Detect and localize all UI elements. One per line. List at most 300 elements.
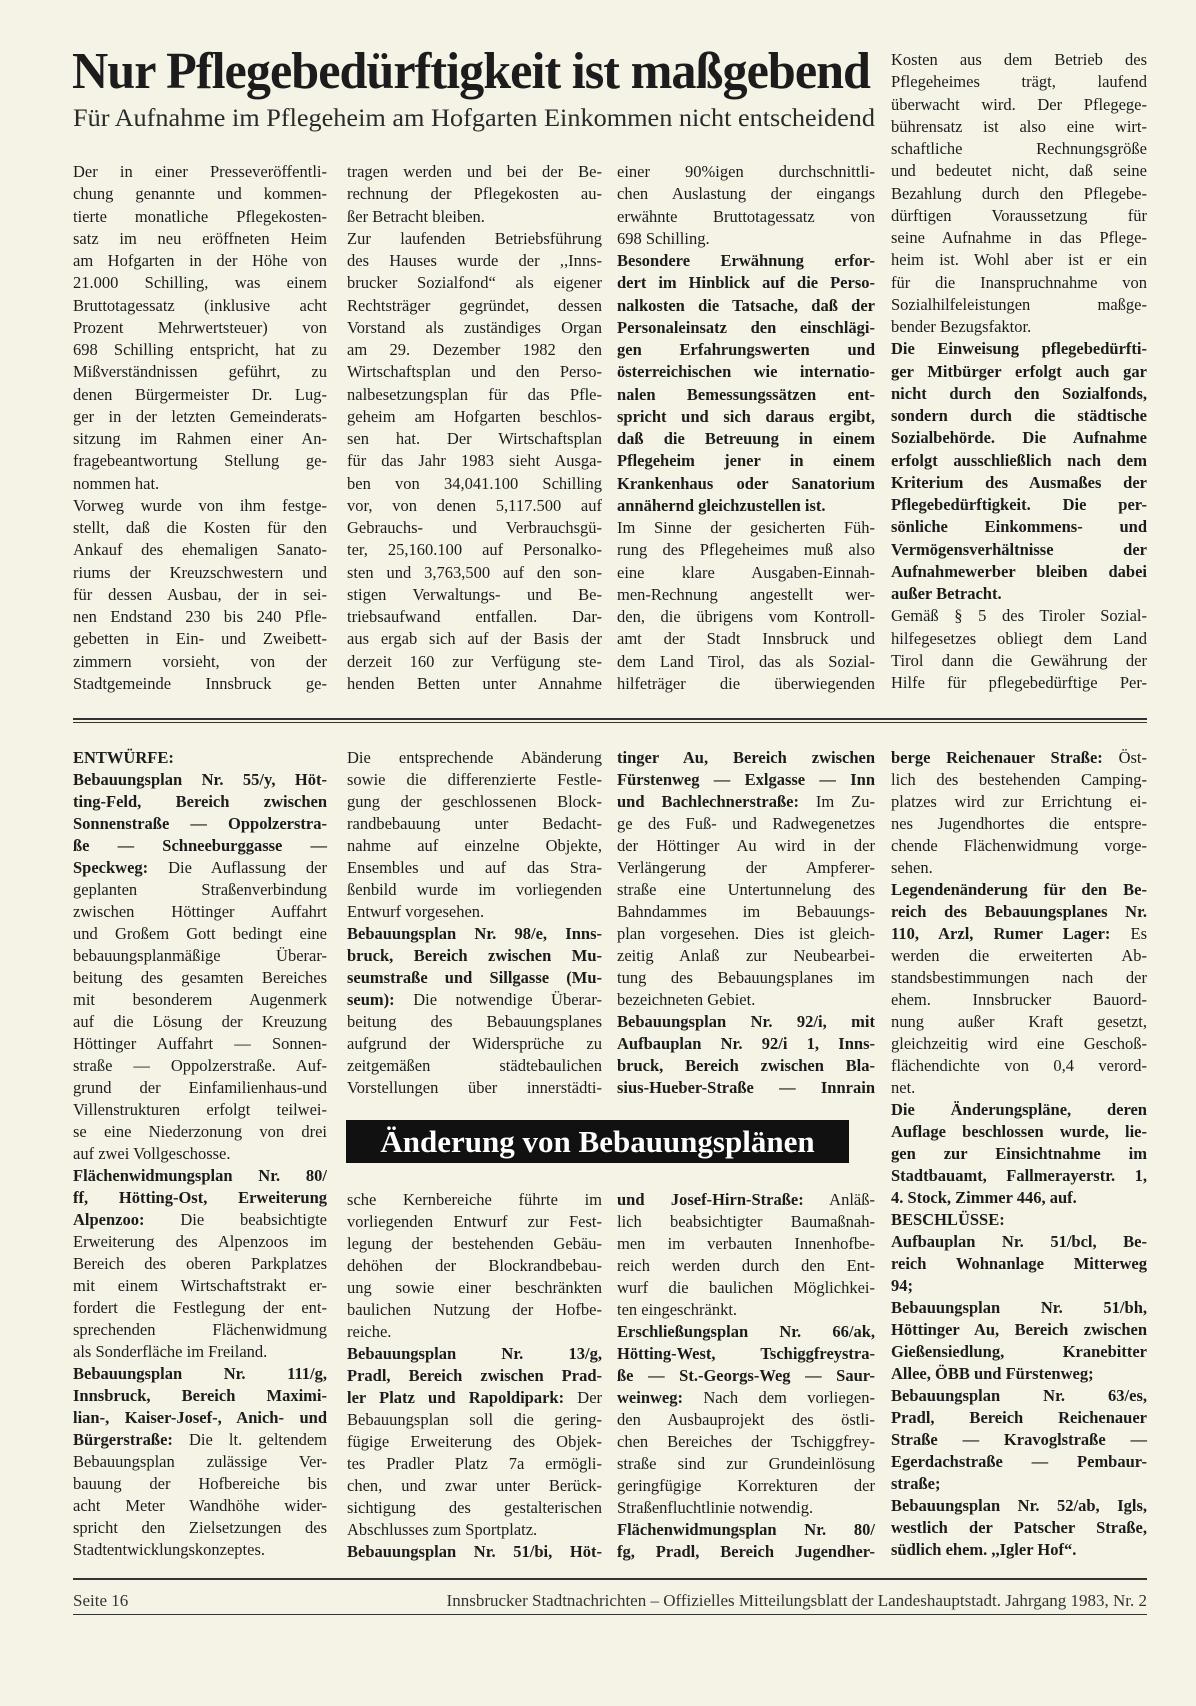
regular-text: zeitgemäßen städtebaulichen (347, 1056, 602, 1075)
text-line-content (617, 540, 875, 559)
article-column-2 (347, 161, 602, 695)
text-line (73, 1011, 327, 1033)
text-line-content (891, 1012, 1147, 1031)
text-line (891, 605, 1147, 627)
text-line (617, 1541, 875, 1563)
notices-column-3-upper (617, 747, 875, 1099)
text-line-content (617, 1432, 875, 1451)
text-line-content (891, 1386, 1147, 1405)
text-line (73, 769, 327, 791)
bold-text: weinweg: (617, 1388, 683, 1407)
text-line-content (73, 1166, 327, 1185)
bold-text: 110, Arzl, Rumer Lager: (891, 924, 1111, 943)
text-line (617, 673, 875, 695)
text-line (891, 516, 1147, 538)
regular-text: auf die Lösung der Kreuzung (73, 1012, 327, 1031)
regular-text: Der in einer Presseveröffentli- (73, 162, 327, 181)
regular-text: Ankauf des ehemaligen Sanato- (73, 540, 327, 560)
text-line (891, 539, 1147, 561)
regular-text: Bahndammes im Bebauungs- (617, 902, 875, 921)
text-line (891, 813, 1147, 835)
regular-text: ten eingeschränkt. (617, 1300, 738, 1319)
text-line (617, 967, 875, 989)
text-line-content (617, 229, 710, 248)
regular-text: Entwurf vorgesehen. (347, 902, 485, 921)
regular-text: chen, und zwar unter Berück- (347, 1476, 602, 1495)
text-line-content (347, 902, 484, 921)
text-line (73, 747, 327, 769)
text-line-content (73, 273, 327, 292)
text-line-content (73, 629, 327, 648)
regular-text: Anläß- (829, 1190, 875, 1209)
text-line (73, 835, 327, 857)
article-column-4 (891, 49, 1147, 694)
text-line-content (617, 674, 875, 693)
text-line-content (617, 968, 875, 987)
regular-text: stellt, daß die Kosten für den (73, 518, 327, 537)
regular-text: gebetten in Ein- und Zweibett- (73, 629, 327, 649)
text-line-content (73, 1056, 327, 1075)
bold-text: ße — Schneeburggasse — (73, 836, 327, 855)
text-line (891, 1187, 1147, 1209)
text-line (347, 1497, 602, 1519)
text-line (73, 1473, 327, 1495)
regular-text: 698 Schilling entspricht, hat zu (73, 340, 327, 359)
text-line (891, 857, 1147, 879)
regular-text: bezeichneten Gebiet. (617, 990, 756, 1009)
regular-text: triebsaufwand entfallen. Dar- (347, 607, 602, 626)
text-line (617, 272, 875, 294)
text-line (617, 295, 875, 317)
bold-text: Bebauungsplan Nr. 52/ab, Igls, (891, 1496, 1147, 1515)
text-line-content (347, 629, 602, 648)
bold-text: Aufnahmewerber bleiben dabei (891, 561, 1147, 581)
text-line-content (617, 770, 875, 789)
text-line (891, 450, 1147, 472)
regular-text: Bebauungsplan zulässige Ver- (73, 1452, 327, 1471)
text-line-content (347, 1212, 602, 1231)
text-line-content (617, 1476, 875, 1495)
text-line-content (73, 385, 327, 404)
text-line-content (891, 924, 1147, 943)
regular-text: reich werden durch den Ent- (617, 1256, 875, 1275)
text-line-content (891, 748, 1147, 767)
text-line-content (347, 792, 602, 811)
text-line (891, 835, 1147, 857)
regular-text: plan vorgesehen. Dies ist gleich- (617, 924, 875, 943)
text-line (617, 495, 875, 517)
text-line (891, 183, 1147, 205)
regular-text: ßenbild wurde im vorliegenden (347, 880, 602, 899)
text-line-content (617, 429, 875, 448)
text-line (73, 901, 327, 923)
text-line-content (891, 1100, 1147, 1119)
text-line-content (347, 340, 602, 359)
regular-text: Vorstand als zuständiges Organ (347, 317, 602, 337)
text-line-content (347, 674, 602, 693)
text-line (73, 406, 327, 428)
text-line (73, 1121, 327, 1143)
text-line-content (73, 1078, 327, 1097)
regular-text: auf zwei Vollgeschosse. (73, 1144, 231, 1163)
bold-text: berge Reichenauer Straße: (891, 748, 1103, 767)
text-line (347, 1387, 602, 1409)
text-line-content (73, 1320, 327, 1339)
regular-text: des Hauses wurde der ,,Inns- (347, 251, 602, 270)
text-line-content (617, 1234, 875, 1253)
bold-text: sondern durch die städtische (891, 406, 1147, 425)
text-line (347, 517, 602, 539)
text-line-content (347, 924, 602, 943)
text-line-content (73, 540, 327, 559)
text-line-content (347, 1256, 602, 1275)
text-line-content (891, 1144, 1147, 1163)
double-rule-top (73, 718, 1147, 720)
bold-text: westlich der Patscher Straße, (891, 1518, 1147, 1537)
text-line (617, 923, 875, 945)
text-line-content (617, 1344, 875, 1363)
text-line (73, 967, 327, 989)
text-line (73, 250, 327, 272)
text-line (617, 769, 875, 791)
regular-text: Bereich des oberen Parkplatzes (73, 1254, 327, 1273)
text-line (73, 1363, 327, 1385)
regular-text: ger in der letzten Gemeinderats- (73, 406, 327, 426)
bold-text: Bebauungsplan Nr. 51/bh, (891, 1298, 1147, 1317)
text-line (347, 406, 602, 428)
bold-text: ting-Feld, Bereich zwischen (73, 792, 327, 811)
regular-text: Bebauungsplan soll die gering- (347, 1410, 602, 1429)
text-line-content (891, 1474, 940, 1493)
text-line-content (617, 1498, 813, 1517)
text-line-content (73, 1144, 230, 1163)
regular-text: men-Rechnung angestellt wer- (617, 584, 875, 604)
bold-text: BESCHLÜSSE: (891, 1210, 1005, 1229)
text-line-content (347, 968, 602, 987)
regular-text: ge des Fuß- und Radwegenetzes (617, 814, 875, 833)
bold-text: Straße — Kravoglstraße — (891, 1430, 1147, 1449)
text-line-content (73, 162, 327, 181)
regular-text: der Höttinger Au wird in der (617, 836, 875, 855)
bold-text: Erschließungsplan Nr. 66/ak, (617, 1322, 875, 1341)
bold-text: reich des Bebauungsplanes Nr. (891, 902, 1147, 921)
text-line (347, 584, 602, 606)
text-line (617, 857, 875, 879)
text-line (617, 584, 875, 606)
text-line (891, 405, 1147, 427)
text-line-content (891, 517, 1147, 536)
text-line-content (617, 946, 875, 965)
text-line (891, 361, 1147, 383)
text-line-content (347, 1454, 602, 1473)
text-line (347, 1077, 602, 1099)
text-line (347, 1453, 602, 1475)
regular-text: Der (577, 1388, 603, 1407)
regular-text: nahme auf einzelne Objekte, (347, 836, 602, 855)
regular-text: geringfügige Korrekturen der (617, 1476, 875, 1495)
bold-text: daß die Betreuung in einem (617, 429, 875, 448)
regular-text: und Großem Gott bedingt eine (73, 924, 327, 943)
text-line (73, 1385, 327, 1407)
text-line-content (347, 1012, 602, 1031)
text-line-content (73, 496, 327, 515)
text-line (73, 1517, 327, 1539)
regular-text: reiche. (347, 1322, 392, 1341)
text-line (891, 1121, 1147, 1143)
regular-text: gleichzeitig wird eine Geschoß- (891, 1034, 1147, 1053)
text-line (891, 672, 1147, 694)
text-line-content (347, 451, 602, 470)
text-line-content (73, 362, 327, 381)
bold-text: ße — St.-Georgs-Weg — Saur- (617, 1366, 875, 1385)
notices-column-4 (891, 747, 1147, 1561)
text-line (891, 249, 1147, 271)
regular-text: eine klare Ausgaben-Einnah- (617, 562, 875, 582)
text-line-content (347, 474, 602, 493)
text-line-content (73, 585, 327, 604)
text-line (617, 989, 875, 1011)
text-line-content (347, 296, 602, 315)
text-line (73, 1451, 327, 1473)
regular-text: Tirol dann die Gewährung der (891, 650, 1147, 670)
text-line-content (73, 1210, 327, 1229)
text-line-content (73, 924, 327, 943)
text-line (891, 769, 1147, 791)
text-line (617, 250, 875, 272)
text-line-content (73, 652, 327, 671)
text-line (891, 227, 1147, 249)
text-line (617, 450, 875, 472)
regular-text: sichtigung des gestalterischen (347, 1498, 602, 1517)
text-line (617, 1233, 875, 1255)
notices-column-2-upper (347, 747, 602, 1099)
text-line-content (347, 1498, 602, 1517)
regular-text: Sozialhilfeleistungen maßge- (891, 294, 1147, 314)
text-line (891, 1319, 1147, 1341)
text-line (347, 1365, 602, 1387)
text-line (73, 673, 327, 695)
text-line (891, 116, 1147, 138)
text-line-content (73, 814, 327, 833)
text-line-content (73, 407, 327, 426)
text-line (347, 339, 602, 361)
text-line (73, 206, 327, 228)
text-line (891, 316, 1147, 338)
text-line-content (891, 206, 1147, 225)
text-line-content (617, 1388, 875, 1407)
regular-text: chung genannte und kommen- (73, 184, 327, 204)
text-line-content (347, 429, 602, 448)
regular-text: legung der bestehenden Gebäu- (347, 1234, 602, 1253)
text-line (891, 1275, 1147, 1297)
regular-text: Bezahlung durch den Pflegebe- (891, 183, 1147, 203)
regular-text: satz im neu eröffneten Heim (73, 228, 327, 248)
text-line (347, 1519, 602, 1541)
regular-text: flächendichte von 0,4 verord- (891, 1056, 1147, 1075)
bold-text: bruck, Bereich zwischen Bla- (617, 1056, 875, 1075)
text-line (617, 945, 875, 967)
bold-text: gen Erfahrungswerten und (617, 340, 875, 359)
bold-text: Bebauungsplan Nr. 92/i, mit (617, 1012, 875, 1031)
text-line-content (347, 880, 602, 899)
text-line (891, 747, 1147, 769)
text-line (347, 1233, 602, 1255)
bold-text: ler Platz und Rapoldipark: (347, 1388, 565, 1407)
regular-text: fragebeantwortung Stellung ge- (73, 451, 327, 471)
regular-text: hilfeträger die überwiegenden (617, 673, 875, 693)
text-line (73, 428, 327, 450)
regular-text: zeitig Anlaß zur Neubearbei- (617, 946, 875, 965)
regular-text: standsbestimmungen nach der (891, 968, 1147, 987)
regular-text: baulichen Nutzung der Hofbe- (347, 1300, 602, 1319)
text-line-content (347, 407, 602, 426)
bold-text: Sonnenstraße — Oppolzerstra- (73, 814, 327, 833)
regular-text: tes Pradler Platz 7a ermögli- (347, 1454, 602, 1473)
text-line (73, 628, 327, 650)
text-line (347, 857, 602, 879)
regular-text: Bruttotagessatz (inklusive acht (73, 295, 327, 315)
regular-text: straße — Oppolzerstraße. Auf- (73, 1056, 327, 1075)
bold-text: Auflage beschlossen wurde, lie- (891, 1122, 1147, 1141)
text-line (73, 584, 327, 606)
text-line-content (891, 1298, 1147, 1317)
text-line-content (73, 880, 327, 899)
text-line-content (617, 814, 875, 833)
text-line (73, 945, 327, 967)
text-line-content (73, 902, 327, 921)
text-line (73, 651, 327, 673)
regular-text: Gebrauchs- und Verbrauchsgü- (347, 518, 602, 537)
section-title-box: Änderung von Bebauungsplänen (346, 1120, 849, 1163)
regular-text: se eine Niederzonung von drei (73, 1122, 327, 1141)
text-line (891, 294, 1147, 316)
text-line (617, 473, 875, 495)
text-line-content (891, 1430, 1147, 1449)
text-line (347, 1277, 602, 1299)
regular-text: spricht den Zielsetzungen des (73, 1518, 327, 1537)
regular-text: 21.000 Schilling, was einem (73, 273, 327, 293)
text-line (73, 295, 327, 317)
text-line-content (347, 652, 602, 671)
bold-text: Fürstenweg — Exlgasse — Inn (617, 770, 875, 789)
text-line-content (891, 814, 1147, 833)
text-line (73, 1033, 327, 1055)
text-line (347, 384, 602, 406)
regular-text: denen Bürgermeister Dr. Lug- (73, 384, 327, 404)
bold-text: Egerdachstraße — Pembaur- (891, 1452, 1147, 1471)
text-line (891, 160, 1147, 182)
text-line (891, 472, 1147, 494)
text-line-content (617, 607, 875, 626)
text-line (891, 1011, 1147, 1033)
text-line-content (617, 1410, 875, 1429)
text-line-content (891, 1408, 1147, 1427)
bold-text: spricht und sich daraus ergibt, (617, 406, 875, 426)
text-line-content (73, 946, 327, 965)
regular-text: nung außer Kraft gesetzt, (891, 1012, 1147, 1031)
text-line (73, 183, 327, 205)
text-line-content (347, 990, 602, 1009)
text-line-content (73, 1474, 327, 1493)
text-line-content (347, 1190, 602, 1209)
text-line-content (347, 229, 602, 248)
regular-text: Stadtentwicklungskonzeptes. (73, 1540, 266, 1559)
regular-text: Verlängerung der Ampferer- (617, 858, 875, 877)
text-line-content (617, 563, 875, 582)
text-line-content (891, 606, 1147, 625)
text-line-content (73, 1452, 327, 1471)
text-line (891, 272, 1147, 294)
text-line-content (891, 228, 1147, 247)
text-line-content (73, 674, 327, 693)
text-line-content (891, 673, 1147, 692)
text-line (347, 295, 602, 317)
text-line-content (73, 184, 327, 203)
text-line-content (73, 340, 327, 359)
text-line-content (891, 1496, 1147, 1515)
regular-text: Erweiterung des Alpenzoos im (73, 1232, 327, 1251)
regular-text: geplanten Straßenverbindung (73, 880, 327, 899)
bold-text: reich Wohnanlage Mitterweg (891, 1254, 1147, 1273)
text-line (891, 879, 1147, 901)
text-line (617, 161, 875, 183)
text-line (891, 650, 1147, 672)
regular-text: dehöhen der Blockrandbebau- (347, 1256, 602, 1275)
text-line (617, 901, 875, 923)
text-line (73, 1099, 327, 1121)
text-line-content (347, 563, 602, 582)
text-line-content (891, 902, 1147, 921)
text-line-content (347, 1344, 602, 1363)
text-line (73, 1165, 327, 1187)
text-line (347, 923, 602, 945)
text-line-content (347, 184, 602, 203)
text-line (347, 1033, 602, 1055)
bold-text: ger Mitbürger erfolgt auch gar (891, 361, 1147, 381)
text-line (347, 161, 602, 183)
regular-text: hilfegesetzes obliegt dem Land (891, 628, 1147, 648)
regular-text: Rechtsträger gegründet, dessen (347, 295, 602, 315)
text-line-content (347, 1078, 602, 1097)
regular-text: chen Auslastung der eingangs (617, 184, 875, 204)
text-line-content (347, 1278, 602, 1297)
text-line-content (891, 1034, 1147, 1053)
text-line-content (891, 1056, 1147, 1075)
regular-text: nalbesetzungsplan für das Pfle- (347, 384, 602, 404)
bold-text: Pflegeheim jener in einem (617, 451, 875, 471)
regular-text: Vorstellungen über innerstädti- (347, 1078, 602, 1097)
text-line (617, 317, 875, 339)
bold-text: Aufbauplan Nr. 92/i 1, Inns- (617, 1034, 875, 1053)
text-line (347, 562, 602, 584)
text-line-content (891, 1364, 1094, 1383)
regular-text: als Sonderfläche im Freiland. (73, 1342, 268, 1361)
text-line (891, 1033, 1147, 1055)
regular-text: ben von 34,041.100 Schilling (347, 473, 602, 493)
bold-text: lian-, Kaiser-Josef-, Anich- und (73, 1408, 327, 1427)
text-line (347, 183, 602, 205)
text-line-content (73, 607, 327, 626)
regular-text: am Hofgarten in der Höhe von (73, 251, 327, 270)
text-line-content (891, 495, 1147, 514)
regular-text: dem Land Tirol, das als Sozial- (617, 651, 875, 671)
text-line-content (73, 229, 327, 248)
regular-text: randbebauung unter Bedacht- (347, 814, 602, 833)
bold-text: Kriterium des Ausmaßes der (891, 472, 1147, 492)
text-line (617, 517, 875, 539)
regular-text: Die Auflassung der (168, 858, 327, 877)
text-line-content (617, 451, 875, 470)
